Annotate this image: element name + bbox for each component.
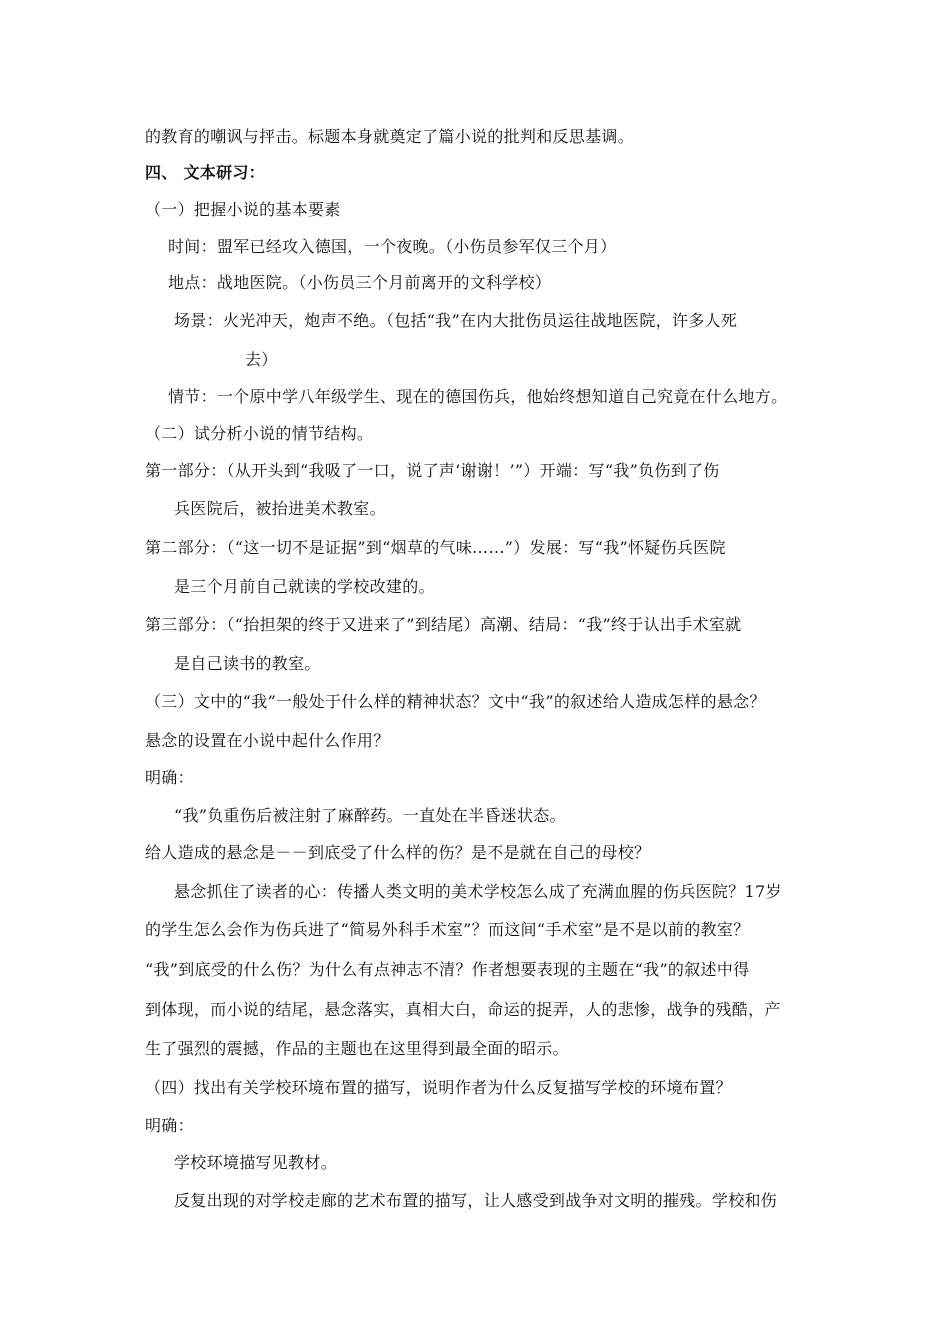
paragraph-line: 到体现，而小说的结尾，悬念落实，真相大白，命运的捉弄，人的悲惨，战争的残酷，产 <box>145 1000 781 1019</box>
paragraph-line: 地点：战地医院。（小伤员三个月前离开的文科学校） <box>168 273 552 292</box>
paragraph-line: 是自己读书的教室。 <box>174 654 321 673</box>
paragraph-line: 兵医院后，被抬进美术教室。 <box>174 499 386 518</box>
subsection-heading: （二）试分析小说的情节结构。 <box>145 424 374 443</box>
paragraph-line: 生了强烈的震撼，作品的主题也在这里得到最全面的昭示。 <box>145 1039 569 1058</box>
section-heading: 四、 文本研习： <box>145 163 265 182</box>
paragraph-line: 时间：盟军已经攻入德国，一个夜晚。（小伤员参军仅三个月） <box>168 237 617 256</box>
paragraph-line: 明确： <box>145 768 194 787</box>
paragraph-line: 反复出现的对学校走廊的艺术布置的描写，让人感受到战争对文明的摧残。学校和伤 <box>174 1191 778 1210</box>
paragraph-line: 学校环境描写见教材。 <box>174 1153 338 1172</box>
paragraph-line: 给人造成的悬念是－－到底受了什么样的伤？是不是就在自己的母校？ <box>145 843 651 862</box>
paragraph-line: “我”到底受的什么伤？为什么有点神志不清？作者想要表现的主题在“我”的叙述中得 <box>145 960 750 979</box>
paragraph-line: 明确： <box>145 1116 194 1135</box>
paragraph-line: 情节：一个原中学八年级学生、现在的德国伤兵，他始终想知道自己究竟在什么地方。 <box>168 387 788 406</box>
paragraph-line: 悬念的设置在小说中起什么作用？ <box>145 731 390 750</box>
paragraph-line: 场景：火光冲天，炮声不绝。（包括“我”在内大批伤员运往战地医院，许多人死 <box>174 311 738 330</box>
paragraph-line: 是三个月前自己就读的学校改建的。 <box>174 577 435 596</box>
subsection-heading: （一）把握小说的基本要素 <box>145 200 341 219</box>
paragraph-line: “我”负重伤后被注射了麻醉药。一直处在半昏迷状态。 <box>174 806 566 825</box>
paragraph-line: 第一部分：（从开头到“我吸了一口，说了声‘谢谢！’”）开端：写“我”负伤到了伤 <box>145 461 720 480</box>
paragraph-line: 去） <box>245 350 278 369</box>
paragraph-line: 悬念抓住了读者的心：传播人类文明的美术学校怎么成了充满血腥的伤兵医院？17岁 <box>174 882 782 901</box>
paragraph-line: 的学生怎么会作为伤兵进了“简易外科手术室”？而这间“手术室”是不是以前的教室？ <box>145 920 750 939</box>
subsection-heading: （三）文中的“我”一般处于什么样的精神状态？文中“我”的叙述给人造成怎样的悬念？ <box>145 692 766 711</box>
paragraph-line: 第三部分：（“抬担架的终于又进来了”到结尾）高潮、结局：“我”终于认出手术室就 <box>145 615 742 634</box>
paragraph-line: 的教育的嘲讽与抨击。标题本身就奠定了篇小说的批判和反思基调。 <box>145 127 635 146</box>
paragraph-line: 第二部分：（“这一切不是证据”到“烟草的气味……”）发展：写“我”怀疑伤兵医院 <box>145 538 726 557</box>
subsection-heading: （四）找出有关学校环境布置的描写，说明作者为什么反复描写学校的环境布置？ <box>145 1078 732 1097</box>
